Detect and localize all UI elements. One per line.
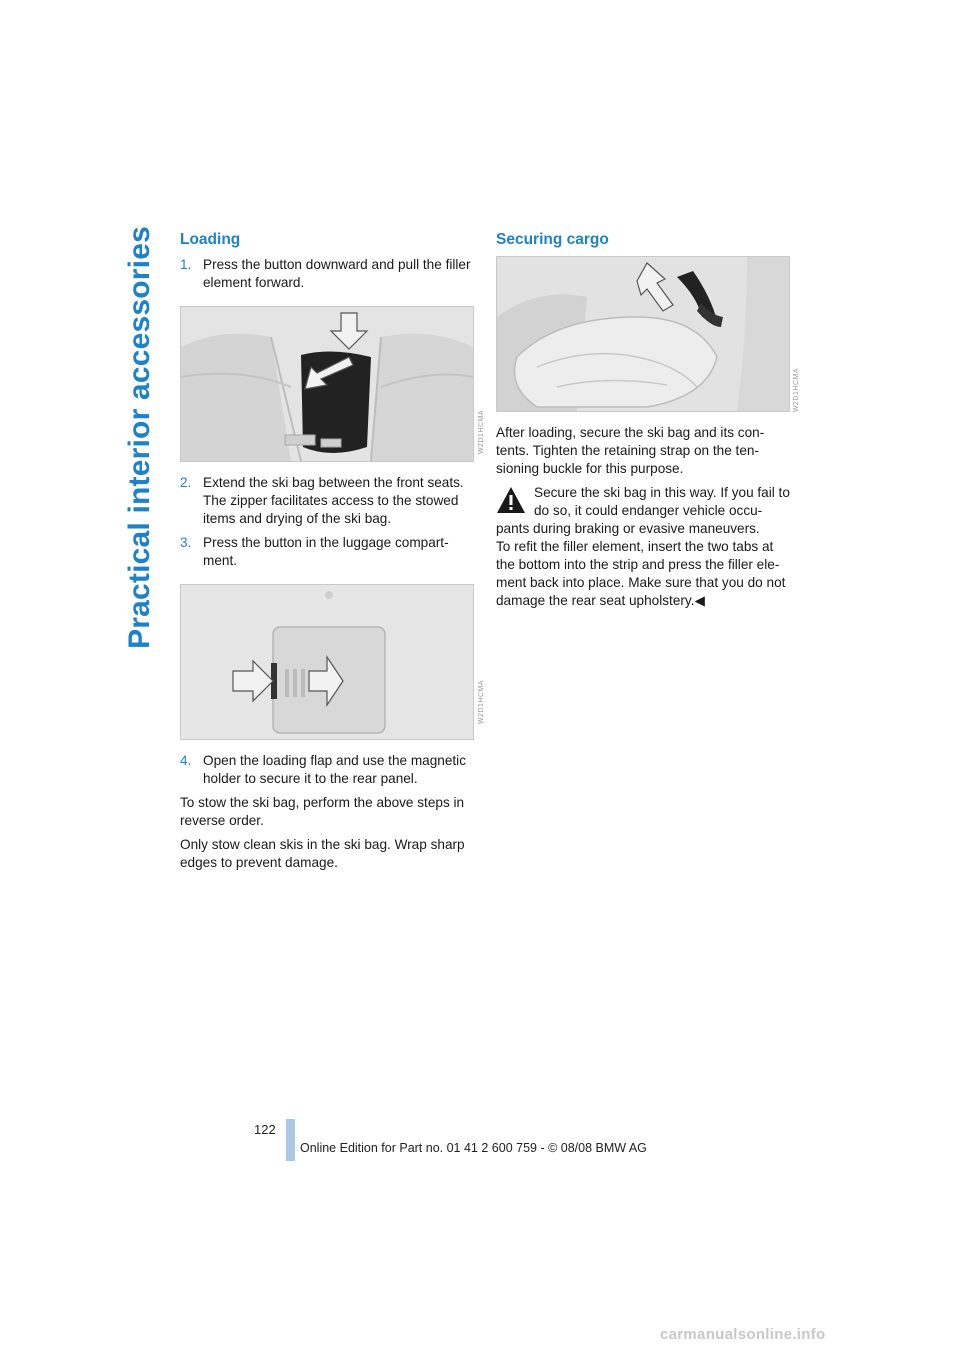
step-4 [180,752,474,788]
step-text: Extend the ski bag between the front seats. The zipper facilitates access to the stowed items and drying of the ski bag. [203,475,464,526]
step-number: 1. [180,257,192,272]
paragraph-stow: To stow the ski bag, perform the above steps in reverse order. [180,795,465,828]
section-title: Practical interior accessories [123,226,156,649]
luggage-button-illustration [181,585,473,739]
paragraph-clean-skis: Only stow clean skis in the ski bag. Wrap sharp edges to prevent damage. [180,837,465,870]
securing-strap-illustration [497,257,789,411]
warning-continuation: To refit the filler element, insert the two tabs at the bottom into the strip and press the filler ele-ment back into place. Make sure that you do not damage the rear seat upholstery.◀ [496,539,786,608]
step-text: Open the loading flap and use the magnetic holder to secure it to the rear panel. [203,753,467,786]
step-2 [180,474,474,528]
warning-text: Secure the ski bag in this way. If you fail to do so, it could endanger vehicle occu-pants during braking or evasive maneuvers. [496,485,790,536]
step-number: 3. [180,535,192,550]
watermark: carmanualsonline.info [660,1326,826,1343]
figure-securing-strap [496,256,790,412]
figure-code: W2D1HCMA [478,410,485,455]
step-3 [180,534,474,570]
figure-luggage-button [180,584,474,740]
step-number: 4. [180,753,192,768]
filler-element-illustration [181,307,473,461]
footer-edition: Online Edition for Part no. 01 41 2 600 759 - © 08/08 BMW AG [300,1141,647,1155]
left-column [180,230,474,878]
step-1 [180,256,474,292]
warning-triangle-icon [496,486,526,514]
figure-filler-element [180,306,474,462]
page-number: 122 [254,1122,276,1137]
heading-securing-cargo: Securing cargo [496,231,609,248]
right-column [496,230,790,610]
heading-loading: Loading [180,231,241,248]
paragraph-secure-bag: After loading, secure the ski bag and its con-tents. Tighten the retaining strap on the ten-sioning buckle for this purpose. [496,425,765,476]
figure-code: W2D1HCMA [793,368,800,413]
step-number: 2. [180,475,192,490]
footer-bar [286,1119,295,1161]
warning-block [496,484,790,610]
step-text: Press the button downward and pull the filler element forward. [203,257,471,290]
step-text: Press the button in the luggage compart-ment. [203,535,449,568]
end-mark: ◀ [694,593,705,608]
figure-code: W2D1HCMA [478,680,485,725]
